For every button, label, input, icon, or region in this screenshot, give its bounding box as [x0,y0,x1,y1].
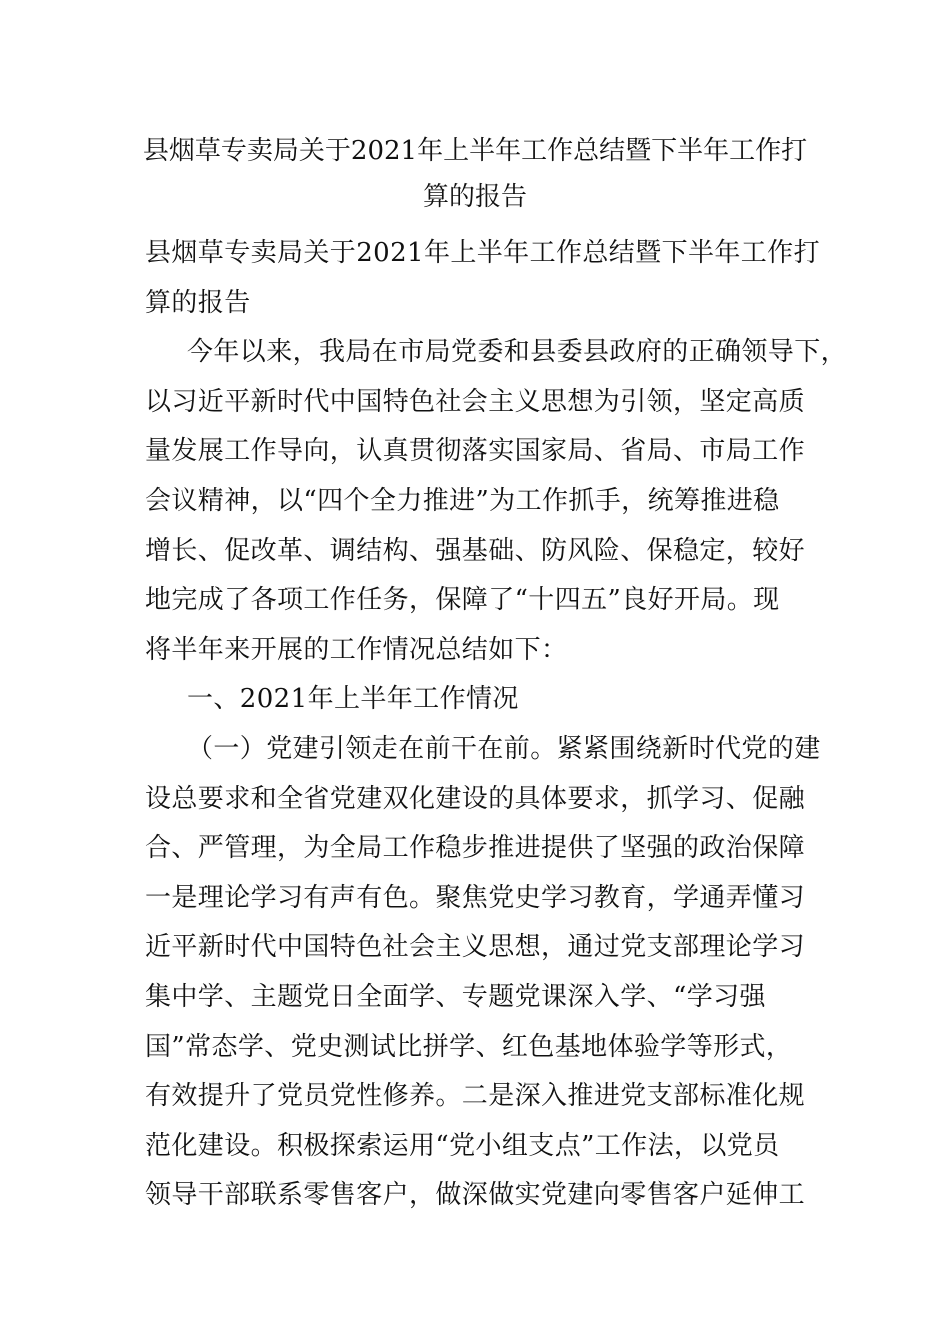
body-line: 以习近平新时代中国特色社会主义思想为引领，坚定高质 [145,386,806,417]
document-body [145,229,848,1221]
body-line: 算的报告 [145,287,251,318]
body-line: （一）党建引领走在前干在前。紧紧围绕新时代党的建 [187,733,821,764]
body-line: 设总要求和全省党建双化建设的具体要求，抓学习、促融 [145,783,806,814]
body-line: 地完成了各项工作任务，保障了“十四五”良好开局。现 [145,585,780,616]
body-line: 一是理论学习有声有色。聚焦党史学习教育，学通弄懂习 [145,882,806,913]
body-line: 近平新时代中国特色社会主义思想，通过党支部理论学习 [145,932,806,963]
body-line: 县烟草专卖局关于2021年上半年工作总结暨下半年工作打 [145,238,820,268]
body-line: 领导干部联系零售客户，做深做实党建向零售客户延伸工 [145,1180,806,1211]
section-heading: 一、2021年上半年工作情况 [187,684,519,715]
body-line: 会议精神，以“四个全力推进”为工作抓手，统筹推进稳 [145,485,780,516]
body-line: 将半年来开展的工作情况总结如下： [145,634,568,665]
body-line: 国”常态学、党史测试比拼学、红色基地体验学等形式， [145,1031,793,1062]
title-line: 县烟草专卖局关于2021年上半年工作总结暨下半年工作打 [142,136,808,166]
body-line: 有效提升了党员党性修养。二是深入推进党支部标准化规 [145,1081,806,1112]
body-line: 增长、促改革、调结构、强基础、防风险、保稳定，较好 [145,535,806,566]
body-line: 范化建设。积极探索运用“党小组支点”工作法，以党员 [145,1130,780,1161]
body-line: 量发展工作导向，认真贯彻落实国家局、省局、市局工作 [145,436,806,467]
body-line: 合、严管理，为全局工作稳步推进提供了坚强的政治保障 [145,833,806,864]
title-line: 算的报告 [422,182,527,212]
body-line: 今年以来，我局在市局党委和县委县政府的正确领导下， [187,337,848,368]
body-line: 集中学、主题党日全面学、专题党课深入学、“学习强 [145,981,766,1012]
document-title [140,128,810,220]
